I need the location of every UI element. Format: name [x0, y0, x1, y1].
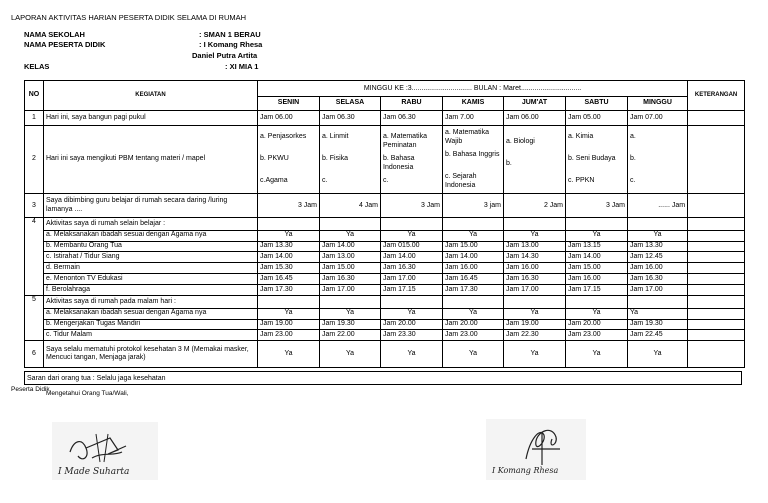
header-kegiatan: KEGIATAN: [44, 81, 258, 111]
cell: Jam 22.00: [320, 330, 381, 341]
cell: Ya: [628, 308, 688, 319]
cell: Jam 22.45: [628, 330, 688, 341]
cell: Jam 16.30: [628, 274, 688, 285]
cell: Ya: [258, 230, 320, 241]
keterangan-cell: [688, 341, 745, 368]
table-row: [25, 330, 745, 341]
cell: Jam 17.15: [381, 285, 443, 296]
header-day: RABU: [381, 97, 443, 110]
mapel-cell: a. Linmit b. Fisika c.: [320, 126, 381, 194]
cell: 3 Jam: [566, 194, 628, 218]
cell: Ya: [258, 341, 320, 368]
cell: Jam 13.00: [504, 241, 566, 252]
cell: Jam 15.00: [566, 263, 628, 274]
cell: Jam 15.30: [258, 263, 320, 274]
header-keterangan: KETERANGAN: [688, 81, 745, 111]
table-row: [25, 285, 745, 296]
table-row: [25, 274, 745, 285]
student-signature-image: [486, 419, 586, 480]
cell: Jam 16.45: [443, 274, 504, 285]
sub-activity-label: b. Mengerjakan Tugas Mandiri: [44, 319, 258, 330]
cell: Ya: [320, 341, 381, 368]
mapel-cell: a. Matematika Wajib b. Bahasa Inggris c. Sejarah Indonesia: [443, 126, 504, 194]
mapel-cell: a. Penjasorkes b. PKWU c.Agama: [258, 126, 320, 194]
cell: Jam 13.15: [566, 241, 628, 252]
class-value: : XI MIA 1: [225, 62, 259, 71]
sub-activity-label: c. Tidur Malam: [44, 330, 258, 341]
cell: Jam 17.00: [381, 274, 443, 285]
keterangan-cell: [688, 110, 745, 125]
activity-label: Saya selalu mematuhi protokol kesehatan 3 M (Memakai masker, Mencuci tangan, Menjaga jarak): [44, 341, 258, 368]
cell: Ya: [320, 308, 381, 319]
cell: Jam 15.00: [320, 263, 381, 274]
header-day: SENIN: [258, 97, 320, 110]
cell: Jam 015.00: [381, 241, 443, 252]
cell: Jam 14.00: [320, 241, 381, 252]
cell: Jam 23.00: [443, 330, 504, 341]
table-row: [25, 296, 745, 308]
row-number: 3: [25, 194, 44, 218]
mapel-cell: a. Biologi b.: [504, 126, 566, 194]
cell: Ya: [504, 308, 566, 319]
table-row: [25, 194, 745, 218]
cell: Jam 16.00: [566, 274, 628, 285]
cell: Jam 20.00: [566, 319, 628, 330]
cell: Jam 23.30: [381, 330, 443, 341]
sub-activity-label: c. Istirahat / Tidur Siang: [44, 252, 258, 263]
cell: Ya: [443, 308, 504, 319]
table-row: [25, 263, 745, 274]
row-number: 4: [25, 218, 44, 296]
mapel-cell: a. Matematika Peminatan b. Bahasa Indonesia c.: [381, 126, 443, 194]
header-no: NO: [25, 81, 44, 111]
cell: Ya: [381, 230, 443, 241]
cell: Ya: [504, 341, 566, 368]
cell: Jam 16.00: [443, 263, 504, 274]
activity-label: Hari ini saya mengikuti PBM tentang materi / mapel: [44, 126, 258, 194]
mengetahui-label: Mengetahui Orang Tua/Wali,: [46, 390, 129, 397]
cell: Jam 17.00: [320, 285, 381, 296]
peserta-label: Peserta Didik: [11, 386, 50, 393]
cell: Jam 06.30: [381, 110, 443, 125]
cell: 3 Jam: [381, 194, 443, 218]
cell: Jam 20.00: [381, 319, 443, 330]
cell: Ya: [381, 308, 443, 319]
header-day: SELASA: [320, 97, 381, 110]
cell: Jam 19.00: [258, 319, 320, 330]
student-value-cont: Daniel Putra Artita: [192, 51, 258, 60]
cell: Ya: [566, 230, 628, 241]
cell: Jam 12.45: [628, 252, 688, 263]
cell: Jam 13.30: [258, 241, 320, 252]
sub-activity-label: a. Melaksanakan ibadah sesuai dengan Agama nya: [44, 230, 258, 241]
sub-activity-label: b. Membantu Orang Tua: [44, 241, 258, 252]
sub-activity-label: f. Berolahraga: [44, 285, 258, 296]
student-signature-name: I Komang Rhesa: [492, 466, 559, 475]
cell: Jam 14.30: [504, 252, 566, 263]
table-row: [25, 241, 745, 252]
header-day: SABTU: [566, 97, 628, 110]
cell: Jam 13.00: [320, 252, 381, 263]
cell: Jam 07.00: [628, 110, 688, 125]
cell: Jam 16.00: [628, 263, 688, 274]
table-row: [25, 218, 745, 230]
cell: Ya: [628, 230, 688, 241]
sub-activity-label: e. Menonton TV Edukasi: [44, 274, 258, 285]
row-number: 1: [25, 110, 44, 125]
cell: Jam 05.00: [566, 110, 628, 125]
activity-table: [24, 80, 745, 368]
sub-activity-label: d. Bermain: [44, 263, 258, 274]
mapel-cell: a. b. c.: [628, 126, 688, 194]
cell: Jam 23.00: [258, 330, 320, 341]
table-row: [25, 308, 745, 319]
cell: Ya: [566, 341, 628, 368]
row-number: 5: [25, 296, 44, 341]
cell: 2 Jam: [504, 194, 566, 218]
school-label: NAMA SEKOLAH: [24, 30, 85, 39]
cell: Jam 16.30: [504, 274, 566, 285]
parent-signature-image: [52, 422, 158, 480]
keterangan-cell: [688, 126, 745, 194]
cell: Ya: [628, 341, 688, 368]
school-value: : SMAN 1 BERAU: [199, 30, 261, 39]
cell: Jam 16.45: [258, 274, 320, 285]
cell: Jam 14.00: [381, 252, 443, 263]
table-row: [25, 319, 745, 330]
table-row: [25, 230, 745, 241]
table-row: [25, 110, 745, 125]
cell: Ya: [504, 230, 566, 241]
mapel-cell: a. Kimia b. Seni Budaya c. PPKN: [566, 126, 628, 194]
cell: Ya: [443, 341, 504, 368]
report-title: LAPORAN AKTIVITAS HARIAN PESERTA DIDIK SELAMA DI RUMAH: [11, 13, 247, 22]
header-day: MINGGU: [628, 97, 688, 110]
cell: Jam 16.00: [504, 263, 566, 274]
cell: Jam 17.30: [258, 285, 320, 296]
cell: Jam 20.00: [443, 319, 504, 330]
cell: Jam 23.00: [566, 330, 628, 341]
row-number: 2: [25, 126, 44, 194]
cell: Jam 06.30: [320, 110, 381, 125]
cell: Ya: [566, 308, 628, 319]
sub-activity-label: a. Melaksanakan ibadah sesuai dengan Agama nya: [44, 308, 258, 319]
parent-signature-name: I Made Suharta: [58, 467, 130, 477]
cell: Ya: [320, 230, 381, 241]
cell: Jam 19.30: [628, 319, 688, 330]
row-number: 6: [25, 341, 44, 368]
cell: Jam 16.30: [320, 274, 381, 285]
table-row: [25, 341, 745, 368]
cell: Ya: [381, 341, 443, 368]
cell: Jam 14.00: [443, 252, 504, 263]
header-day: KAMIS: [443, 97, 504, 110]
cell: Jam 14.00: [566, 252, 628, 263]
student-value: : I Komang Rhesa: [199, 40, 263, 49]
student-label: NAMA PESERTA DIDIK: [24, 40, 106, 49]
cell: Jam 17.00: [504, 285, 566, 296]
cell: Jam 7.00: [443, 110, 504, 125]
activity-label: Hari ini, saya bangun pagi pukul: [44, 110, 258, 125]
cell: Jam 06.00: [258, 110, 320, 125]
cell: Ya: [258, 308, 320, 319]
cell: Jam 17.30: [443, 285, 504, 296]
student-signature-icon: [486, 419, 586, 480]
parent-advice: Saran dari orang tua : Selalu jaga kesehatan: [24, 371, 742, 385]
cell: Jam 17.15: [566, 285, 628, 296]
activity-label: Saya dibimbing guru belajar di rumah secara daring /luring lamanya ....: [44, 194, 258, 218]
cell: Jam 19.30: [320, 319, 381, 330]
cell: Jam 16.30: [381, 263, 443, 274]
activity-label: Aktivitas saya di rumah selain belajar :: [44, 218, 258, 230]
cell: Jam 13.30: [628, 241, 688, 252]
cell: 4 Jam: [320, 194, 381, 218]
class-label: KELAS: [24, 62, 50, 71]
cell: Ya: [443, 230, 504, 241]
keterangan-cell: [688, 194, 745, 218]
header-day: JUM'AT: [504, 97, 566, 110]
cell: Jam 17.00: [628, 285, 688, 296]
parent-signature-icon: [52, 422, 158, 480]
cell: ...... Jam: [628, 194, 688, 218]
table-row: [25, 126, 745, 194]
cell: Jam 19.00: [504, 319, 566, 330]
cell: Jam 15.00: [443, 241, 504, 252]
cell: Jam 06.00: [504, 110, 566, 125]
table-row: [25, 252, 745, 263]
header-minggu-bulan: MINGGU KE :3............................... BULAN : Maret...............................: [258, 81, 688, 97]
cell: 3 jam: [443, 194, 504, 218]
cell: Jam 22.30: [504, 330, 566, 341]
cell: 3 Jam: [258, 194, 320, 218]
cell: Jam 14.00: [258, 252, 320, 263]
activity-label: Aktivitas saya di rumah pada malam hari :: [44, 296, 258, 308]
